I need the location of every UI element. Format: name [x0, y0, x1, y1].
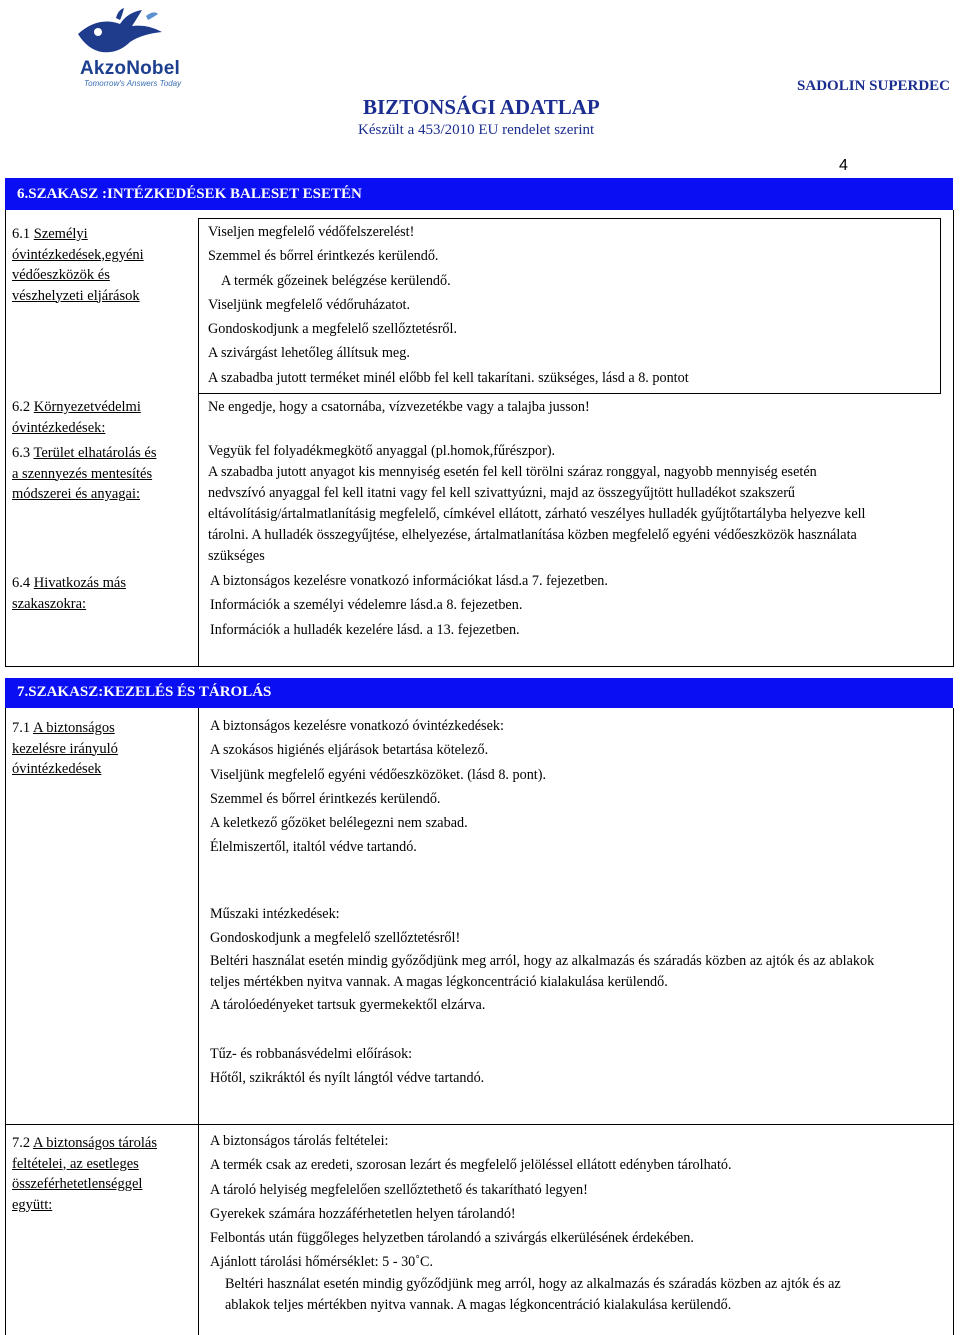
label-7-2: 7.2 A biztonságos tárolás feltételei, az esetleges összeférhetetlenséggel együtt: — [12, 1135, 157, 1213]
document-title: BIZTONSÁGI ADATLAP — [363, 95, 600, 119]
text-7-1-block-3: Tűz- és robbanásvédelmi előírások: Hőtől, szikráktól és nyílt lángtól védve tartandó. — [210, 1046, 485, 1087]
box-6-1-bottom — [198, 393, 941, 394]
label-7-1: 7.1 A biztonságos kezelésre irányuló óvintézkedések — [12, 720, 118, 777]
text-7-1-block-1: A biztonságos kezelésre vonatkozó óvintézkedések: A szokásos higiénés eljárások betartása kötelező. Viseljünk megfelelő egyéni védőeszközöket. (lásd 8. pont). Szemmel és bőrrel érintkezés kerülendő. A keletkező gőzöket belélegezni nem szabad. Élelmiszertől, italtól védve tartandó. — [210, 718, 547, 856]
box-6-1-right — [940, 218, 941, 394]
label-6-2: 6.2 Környezetvédelmi óvintézkedések: — [12, 399, 141, 436]
text-6-3: Vegyük fel folyadékmegkötő anyaggal (pl.homok,fűrészpor). A szabadba jutott anyagot kis mennyiség esetén fel kell törölni száraz ronggyal, nagyobb mennyiség esetén nedvszívó anyaggal fel kell itatni vagy fel kell szivattyúzni, majd az összegyűjtött hulladékot szakszerű eltávolításig/ártalmatlanításig megfelelő, címkével ellátott, zárható veszélyes hulladék gyűjtőtartályba helyezve kell tárolni. A hulladék összegyűjtése, elhelyezése, ártalmatlanítása közben megfelelő egyéni védőeszközök használata szükséges — [208, 443, 866, 564]
label-6-3: 6.3 Terület elhatárolás és a szennyezés mentesítés módszerei és anyagai: — [12, 445, 157, 502]
section-7-row-divider — [5, 1124, 954, 1125]
section-7-left-border — [5, 708, 6, 1335]
text-7-1-block-2: Műszaki intézkedések: Gondoskodjunk a megfelelő szellőztetésről! Beltéri használat esetén mindig győződjünk meg arról, hogy az alkalmazás és száradás közben az ajtók és az ablakok teljes mértékben nyitva vannak. A magas légkoncentráció kialakulása kerülendő. A tárolóedényeket tartsuk gyermekektől elzárva. — [210, 906, 875, 1013]
document-subtitle: Készült a 453/2010 EU rendelet szerint — [358, 122, 595, 138]
text-6-2: Ne engedje, hogy a csatornába, vízvezetékbe vagy a talajba jusson! — [208, 399, 590, 415]
label-6-4: 6.4 Hivatkozás más szakaszokra: — [12, 575, 126, 612]
label-6-1: 6.1 Személyi óvintézkedések,egyéni védőeszközök és vészhelyzeti eljárások — [12, 226, 144, 304]
product-name: SADOLIN SUPERDEC — [797, 78, 950, 94]
section-6-header: 6.SZAKASZ :INTÉZKEDÉSEK BALESET ESETÉN — [5, 178, 953, 210]
section-7-column-divider — [198, 708, 199, 1335]
section-7-header: 7.SZAKASZ:KEZELÉS ÉS TÁROLÁS — [5, 678, 953, 708]
box-6-1-top — [198, 218, 940, 219]
section-6-left-border — [5, 210, 6, 666]
section-6-right-border — [953, 210, 954, 666]
text-6-4: A biztonságos kezelésre vonatkozó információkat lásd.a 7. fejezetben. Információk a személyi védelemre lásd.a 8. fejezetben. Információk a hulladék kezelére lásd. a 13. fejezetben. — [210, 573, 608, 638]
company-tagline: Tomorrow's Answers Today — [84, 79, 182, 88]
company-name: AkzoNobel — [80, 58, 180, 79]
text-7-2: A biztonságos tárolás feltételei: A termék csak az eredeti, szorosan lezárt és megfelelő jelöléssel ellátott edényben tárolható. A tároló helyiség megfelelően szellőztethető és takarítható legyen! Gyerekek számára hozzáférhetetlen helyen tárolandó! Felbontás után függőleges helyzetben tárolandó a szivárgás elkerülésének érdekében. Ajánlott tárolási hőmérséklet: 5 - 30˚C. — [210, 1133, 732, 1271]
text-6-1: Viseljen megfelelő védőfelszerelést! Szemmel és bőrrel érintkezés kerülendő. A termék gőzeinek belégzése kerülendő. Viseljünk megfelelő védőruházatot. Gondoskodjunk a megfelelő szellőztetésről. A szivárgást lehetőleg állítsuk meg. A szabadba jutott terméket minél előbb fel kell takarítani. szükséges, lásd a 8. pontot — [208, 224, 689, 386]
section-6-bottom-border — [5, 666, 954, 667]
page-number: 4 — [839, 157, 848, 174]
text-7-2-para: Beltéri használat esetén mindig győződjünk meg arról, hogy az alkalmazás és száradás közben az ajtók és az ablakok teljes mértékben nyitva vannak. A magas légkoncentráció kialakulása kerülendő. — [225, 1276, 841, 1313]
section-6-column-divider — [198, 218, 199, 666]
section-7-right-border — [953, 708, 954, 1335]
